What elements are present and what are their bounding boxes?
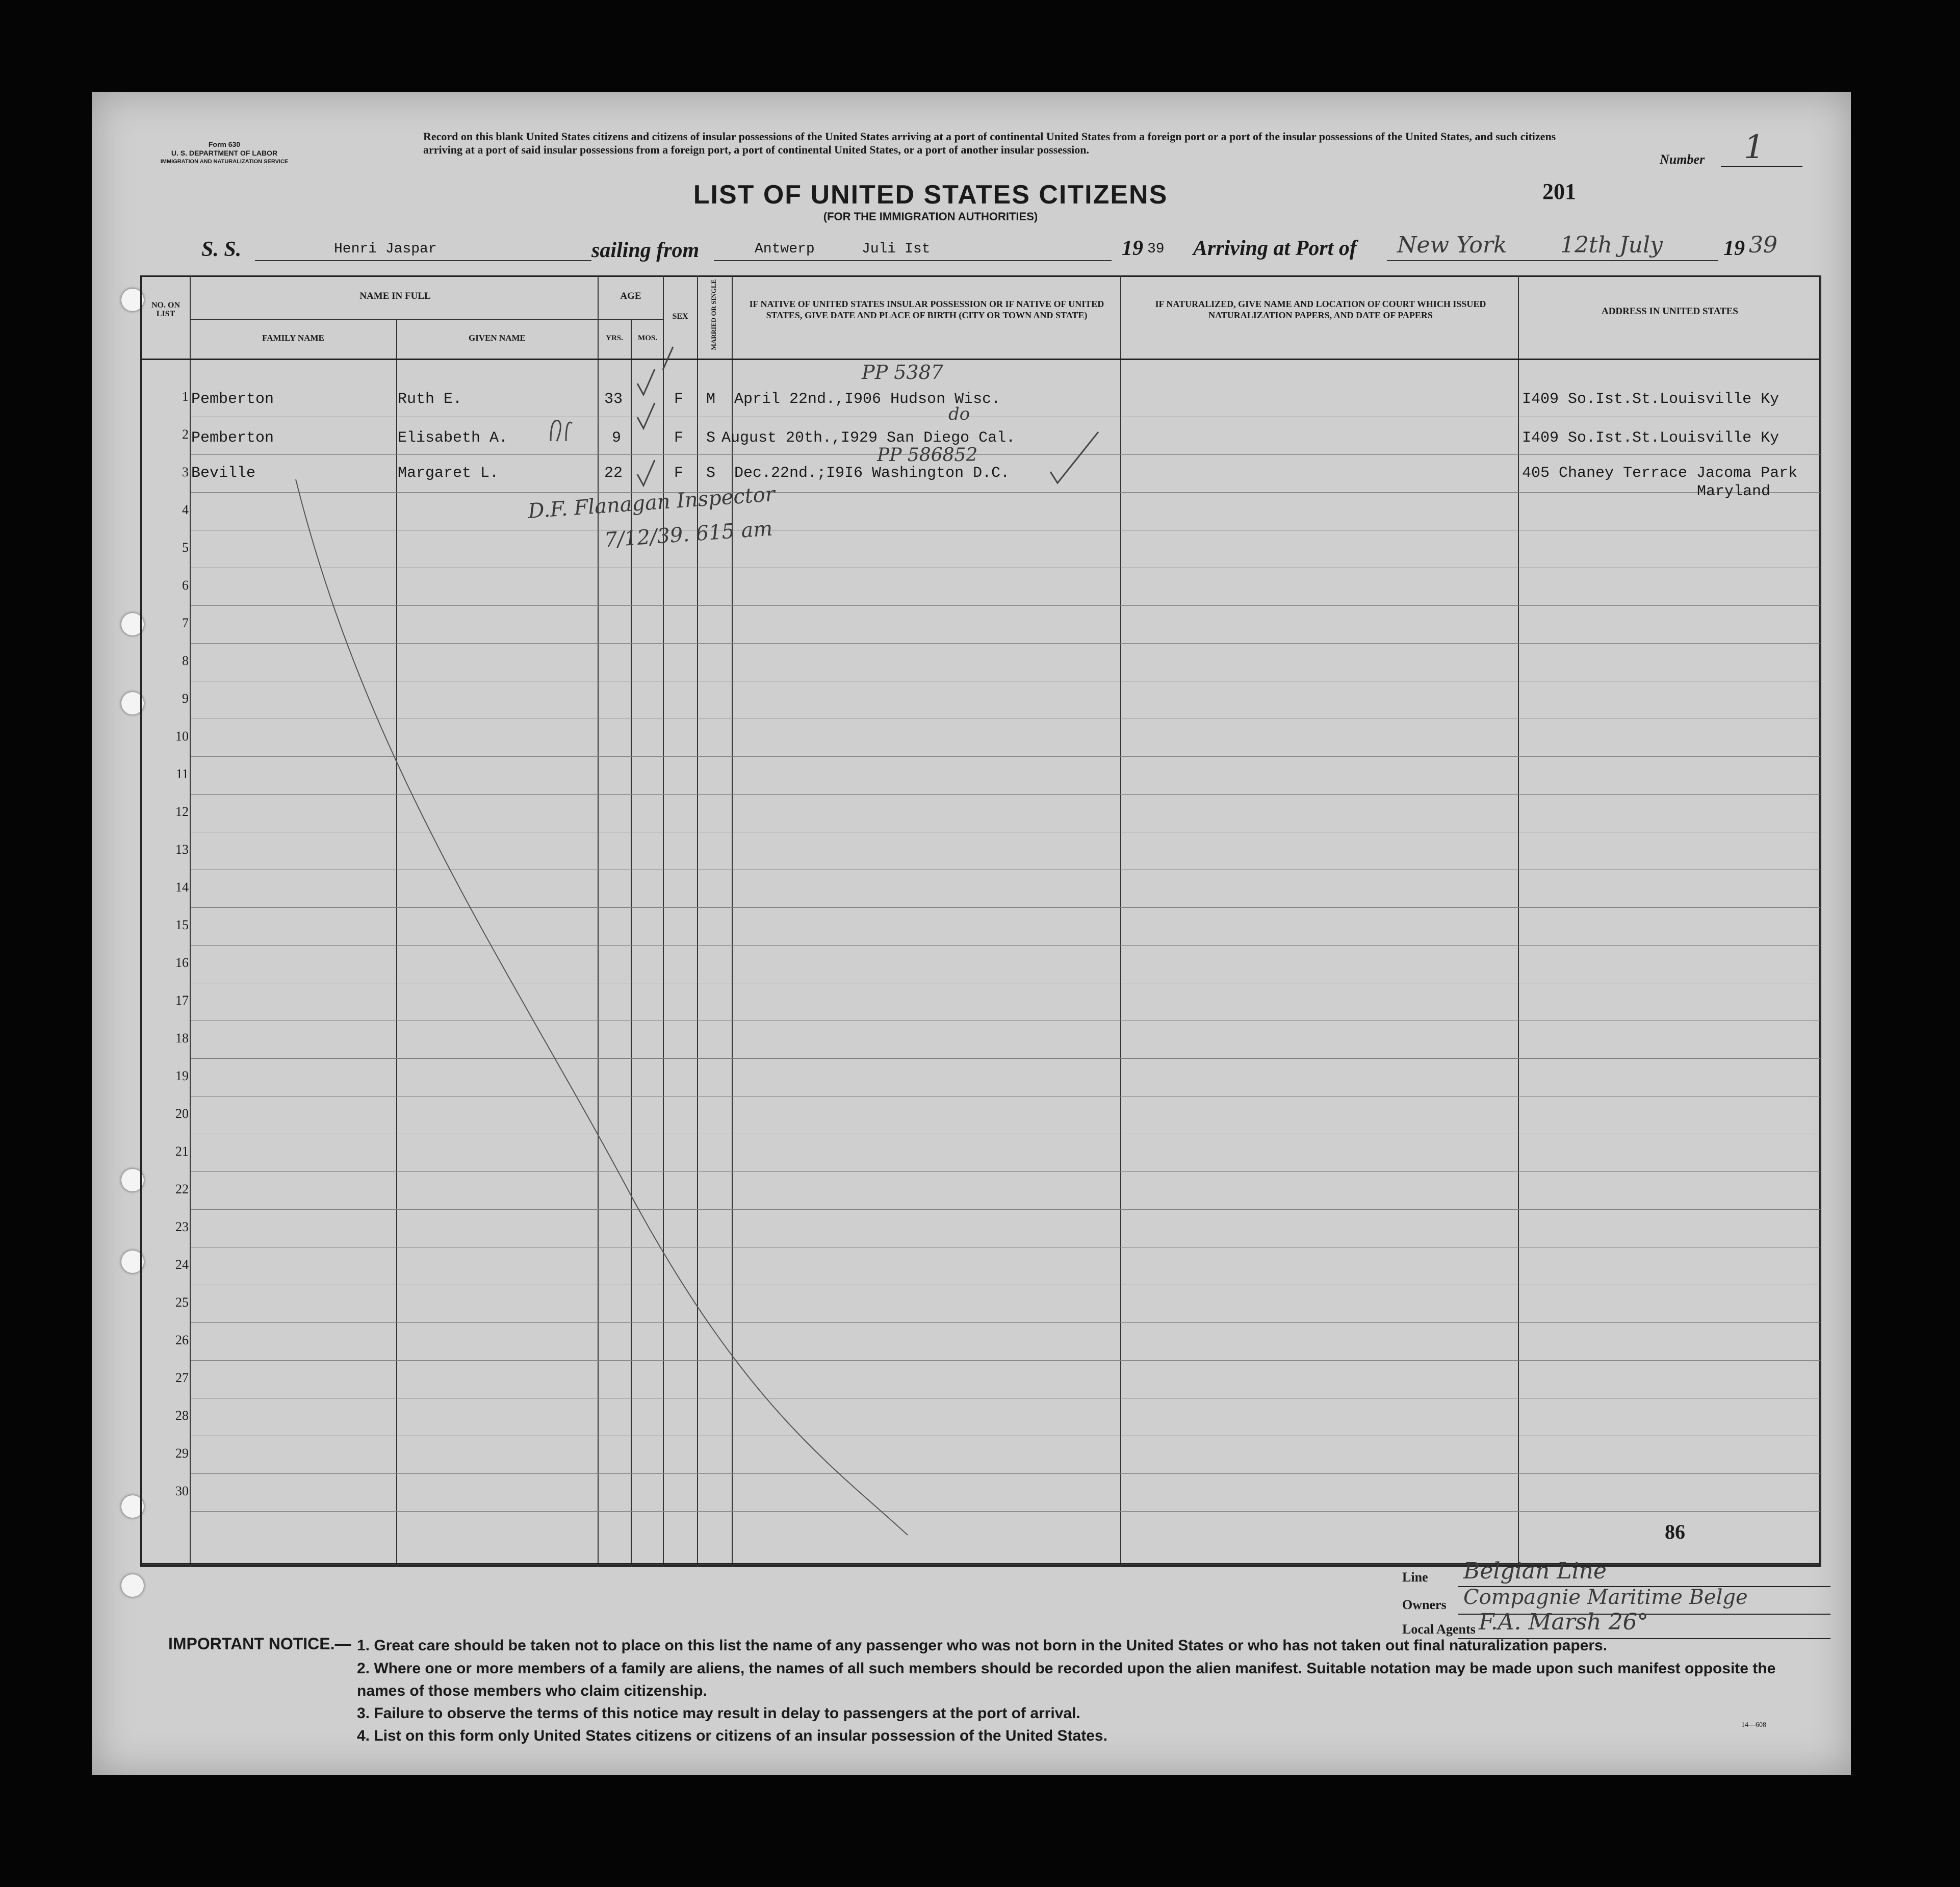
given-name: Elisabeth A. xyxy=(398,429,508,447)
stamp-number: 201 xyxy=(1542,179,1576,204)
row-number: 5 xyxy=(182,540,189,555)
sex: F xyxy=(674,465,684,482)
departure-year-prefix: 19 xyxy=(1122,237,1143,260)
family-name: Beville xyxy=(191,465,256,482)
family-name: Pemberton xyxy=(191,429,274,447)
row-number: 26 xyxy=(175,1333,189,1347)
form-instructions: Record on this blank United States citizens and citizens of insular possessions of the United States arriving at a port of continental United States from a foreign port or a port of the insular possessions of the United States, and such citizens arriving at a port of said insular possessions from a foreign port, a port of continental United States, or a port of another insular possession. xyxy=(423,130,1556,156)
birth-info: Dec.22nd.;I9I6 Washington D.C. xyxy=(734,465,1010,482)
row-number: 22 xyxy=(175,1182,189,1196)
notice-label: IMPORTANT NOTICE.— xyxy=(168,1635,351,1653)
row-number: 1 xyxy=(182,389,189,404)
check-mark xyxy=(637,369,655,395)
header-birth-info: IF NATIVE OF UNITED STATES INSULAR POSSESSION OR IF NATIVE OF UNITED STATES, GIVE DATE AND PLACE OF BIRTH (CITY OR TOWN AND STATE) xyxy=(749,299,1104,320)
sailing-label: sailing from xyxy=(591,239,700,262)
notice-item: 1. Great care should be taken not to place on this list the name of any passenger who was not born in the United States or who has not taken out final naturalization papers. xyxy=(357,1637,1608,1654)
arriving-label: Arriving at Port of xyxy=(1193,237,1357,260)
header-yrs: YRS. xyxy=(606,334,623,342)
row-number: 10 xyxy=(175,729,189,744)
number-label: Number xyxy=(1660,152,1705,167)
age-years: 33 xyxy=(604,391,623,408)
sex: F xyxy=(674,391,684,408)
header-naturalized: IF NATURALIZED, GIVE NAME AND LOCATION OF COURT WHICH ISSUED NATURALIZATION PAPERS, AND DATE OF PAPERS xyxy=(1155,299,1486,320)
arrival-port: New York xyxy=(1397,232,1507,258)
marital-status: M xyxy=(706,391,716,408)
row-number: 8 xyxy=(182,653,189,668)
page-title: LIST OF UNITED STATES CITIZENS xyxy=(693,180,1168,210)
row-number: 29 xyxy=(175,1446,189,1461)
row-number: 2 xyxy=(182,427,189,442)
header-name-in-full: NAME IN FULL xyxy=(359,291,431,301)
row-number: 4 xyxy=(182,502,189,517)
ship-name: Henri Jaspar xyxy=(334,241,437,257)
header-mos: MOS. xyxy=(638,334,657,342)
sex: F xyxy=(674,429,684,447)
arrival-year-suffix: 39 xyxy=(1749,232,1777,258)
arrival-date: 12th July xyxy=(1560,232,1663,258)
row-number: 30 xyxy=(175,1484,189,1498)
row-number: 14 xyxy=(175,880,189,895)
row-number: 25 xyxy=(175,1295,189,1310)
header-sex: SEX xyxy=(672,312,688,321)
row-number: 28 xyxy=(175,1408,189,1423)
initials-mark xyxy=(551,421,572,442)
row-number: 20 xyxy=(175,1106,189,1121)
local-agents-value: F.A. Marsh 26° xyxy=(1479,1609,1648,1635)
given-name: Margaret L. xyxy=(398,465,499,482)
line-value: Belgian Line xyxy=(1463,1558,1607,1584)
inspection-date: 7/12/39. 615 am xyxy=(603,517,773,552)
family-name: Pemberton xyxy=(191,391,274,408)
row-number: 15 xyxy=(175,917,189,932)
department-name: U. S. DEPARTMENT OF LABOR xyxy=(171,149,278,157)
ditto-annotation: do xyxy=(948,404,970,424)
age-years: 9 xyxy=(612,429,622,447)
arrival-year-prefix: 19 xyxy=(1723,237,1745,260)
passport-annotation: PP 586852 xyxy=(877,445,978,466)
notice-item: 4. List on this form only United States citizens or citizens of an insular possession of the United States. xyxy=(357,1727,1107,1744)
check-mark xyxy=(1050,432,1098,483)
given-name: Ruth E. xyxy=(398,391,462,408)
marital-status: S xyxy=(706,429,716,447)
row-number: 21 xyxy=(175,1144,189,1159)
page-subtitle: (FOR THE IMMIGRATION AUTHORITIES) xyxy=(823,210,1038,223)
row-number: 23 xyxy=(175,1219,189,1234)
departure-port: Antwerp xyxy=(755,241,815,257)
row-number: 7 xyxy=(182,616,189,630)
header-family-name: FAMILY NAME xyxy=(262,333,324,343)
row-number: 12 xyxy=(175,804,189,819)
line-label: Line xyxy=(1402,1570,1428,1585)
row-number: 11 xyxy=(175,767,189,781)
row-number: 27 xyxy=(175,1370,189,1385)
check-mark xyxy=(637,403,655,428)
row-number: 24 xyxy=(175,1257,189,1272)
notice-item: 3. Failure to observe the terms of this notice may result in delay to passengers at the port of arrival. xyxy=(357,1705,1080,1722)
header-married-or-single: MARRIED OR SINGLE xyxy=(710,279,717,350)
service-name: IMMIGRATION AND NATURALIZATION SERVICE xyxy=(160,159,289,165)
header-no-on-list: NO. ON LIST xyxy=(151,301,180,318)
departure-year-suffix: 39 xyxy=(1147,241,1165,257)
row-number: 19 xyxy=(175,1068,189,1083)
diagonal-cancel-line xyxy=(296,479,908,1535)
row-number: 17 xyxy=(175,993,189,1008)
marital-status: S xyxy=(706,465,716,482)
row-number: 3 xyxy=(182,465,189,479)
print-code: 14—608 xyxy=(1741,1721,1766,1729)
check-mark xyxy=(637,460,655,486)
row-number: 6 xyxy=(182,578,189,593)
local-agents-label: Local Agents xyxy=(1402,1622,1476,1637)
row-number: 16 xyxy=(175,955,189,970)
check-mark xyxy=(663,347,673,370)
owners-value: Compagnie Maritime Belge xyxy=(1463,1586,1748,1609)
inspector-signature: D.F. Flanagan Inspector xyxy=(527,482,776,523)
birth-info: August 20th.,I929 San Diego Cal. xyxy=(721,429,1016,447)
address: I409 So.Ist.St.Louisville Ky xyxy=(1522,391,1780,408)
ss-label: S. S. xyxy=(201,238,242,261)
owners-label: Owners xyxy=(1402,1597,1447,1612)
header-age: AGE xyxy=(620,291,641,301)
departure-date: Juli Ist xyxy=(862,241,931,257)
address: 405 Chaney Terrace Jacoma Park xyxy=(1522,465,1798,482)
row-number: 13 xyxy=(175,842,189,857)
row-number: 9 xyxy=(182,691,189,706)
age-years: 22 xyxy=(604,465,623,482)
birth-info: April 22nd.,I906 Hudson Wisc. xyxy=(734,391,1001,408)
row-number: 18 xyxy=(175,1031,189,1046)
address-line-2: Maryland xyxy=(1697,483,1771,500)
passport-annotation: PP 5387 xyxy=(862,361,943,384)
page-number: 86 xyxy=(1665,1520,1685,1543)
number-value: 1 xyxy=(1744,129,1765,166)
address: I409 So.Ist.St.Louisville Ky xyxy=(1522,429,1780,447)
header-given-name: GIVEN NAME xyxy=(469,333,526,343)
notice-item: 2. Where one or more members of a family are aliens, the names of all such members should be recorded upon the alien manifest. Suitable notation may be made upon such manifest opposite the names of those members who claim citizenship. xyxy=(357,1660,1776,1699)
header-address: ADDRESS IN UNITED STATES xyxy=(1601,306,1738,317)
form-number: Form 630 xyxy=(208,140,241,148)
